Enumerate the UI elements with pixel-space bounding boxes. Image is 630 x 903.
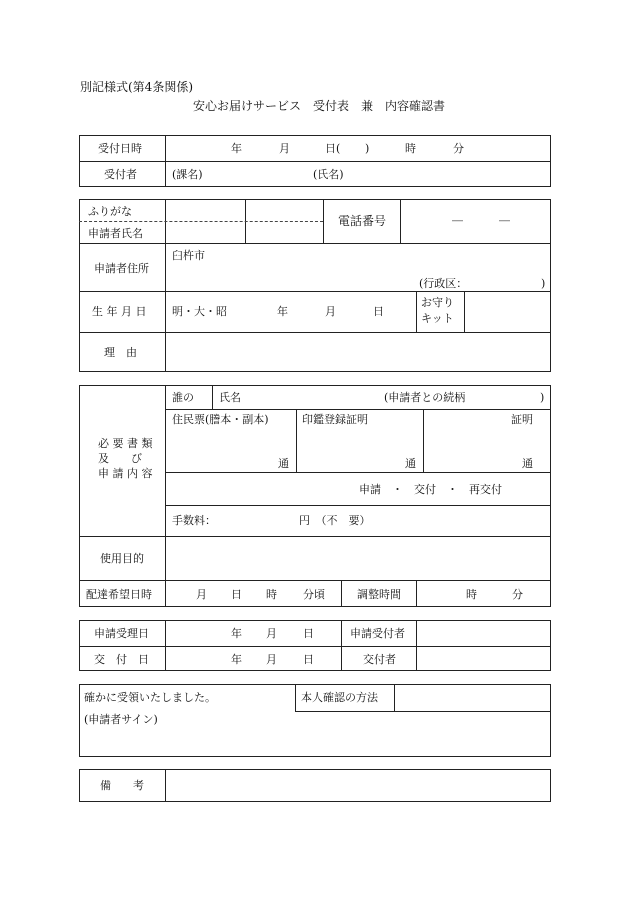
accept-date-label: 申請受理日 [94, 627, 149, 640]
receiver-field[interactable] [166, 162, 550, 186]
address-label: 申請者住所 [94, 262, 149, 275]
purpose-label: 使用目的 [100, 552, 144, 565]
delivery-hour-unit: 時 [266, 588, 277, 601]
reception-month-unit: 月 [279, 142, 290, 155]
doc-seal-copies: 通 [405, 457, 416, 470]
doc-seal-label: 印鑑登録証明 [302, 413, 368, 426]
reception-hour-unit: 時 [405, 142, 416, 155]
purpose-field[interactable] [166, 537, 550, 579]
issuer-field[interactable] [417, 647, 550, 670]
whose-name-field[interactable] [213, 386, 550, 408]
reason-label: 理 由 [104, 346, 137, 359]
delivery-label: 配達希望日時 [86, 588, 152, 601]
page-title: 安心お届けサービス 受付表 兼 内容確認書 [193, 99, 446, 113]
reception-weekday-close: ) [365, 142, 370, 155]
issue-day-unit: 日 [303, 653, 314, 666]
phone-dash-2: ― [499, 214, 510, 227]
whose-label: 誰の [172, 391, 194, 404]
birth-day-unit: 日 [373, 305, 384, 318]
reception-day-unit: 日( [325, 142, 341, 155]
issue-month-unit: 月 [266, 653, 277, 666]
fee-unit: 円 （不 要） [299, 514, 371, 527]
signature-label: (申請者サイン) [84, 713, 158, 726]
adjust-time-label: 調整時間 [357, 588, 401, 601]
delivery-minute-unit: 分頃 [303, 588, 325, 601]
accepter-label: 申請受付者 [350, 627, 405, 640]
doc-residence-label: 住民票(謄本・副本) [172, 413, 269, 426]
birth-month-unit: 月 [325, 305, 336, 318]
applicant-name-field[interactable] [166, 222, 322, 242]
form-number: 別記様式(第4条関係) [80, 80, 193, 94]
relation-label: (申請者との続柄 [384, 391, 466, 404]
reception-minute-unit: 分 [453, 142, 464, 155]
documents-label-1: 必 要 書 類 [98, 437, 153, 450]
delivery-month-unit: 月 [196, 588, 207, 601]
era-options[interactable]: 明・大・昭 [172, 305, 227, 318]
accept-day-unit: 日 [303, 627, 314, 640]
accept-month-unit: 月 [266, 627, 277, 640]
remarks-label: 備 考 [100, 779, 144, 792]
furigana-label: ふりがな [88, 205, 132, 218]
fee-label: 手数料： [172, 514, 216, 527]
adjust-time-field[interactable] [417, 581, 550, 606]
reception-date-field[interactable] [166, 136, 550, 160]
kit-label-1: お守り [421, 296, 454, 309]
receiver-dept-label: (課名) [172, 168, 203, 181]
id-method-label: 本人確認の方法 [301, 691, 378, 704]
phone-field[interactable] [401, 200, 550, 242]
district-close: ) [541, 277, 546, 290]
request-type-options[interactable]: 申請 ・ 交付 ・ 再交付 [359, 483, 502, 496]
kit-label-2: キット [421, 312, 454, 325]
confirm-text: 確かに受領いたしました。 [84, 691, 216, 704]
address-prefix: 臼杵市 [172, 249, 205, 262]
delivery-day-unit: 日 [231, 588, 242, 601]
birthdate-label: 生 年 月 日 [92, 305, 147, 318]
district-label: (行政区： [419, 277, 468, 290]
reason-field[interactable] [166, 333, 550, 371]
adjust-minute-unit: 分 [512, 588, 523, 601]
id-method-field[interactable] [395, 685, 550, 710]
address-field[interactable] [166, 244, 550, 290]
remarks-field[interactable] [166, 770, 550, 801]
adjust-hour-unit: 時 [466, 588, 477, 601]
whose-name-label: 氏名 [219, 391, 241, 404]
doc-residence-copies: 通 [278, 457, 289, 470]
reception-year-unit: 年 [231, 142, 242, 155]
birth-year-unit: 年 [277, 305, 288, 318]
documents-label-2: 及 び [98, 452, 142, 465]
phone-dash-1: ― [452, 214, 463, 227]
receiver-label: 受付者 [104, 168, 137, 181]
signature-field[interactable] [80, 728, 550, 756]
issue-date-label: 交 付 日 [94, 653, 149, 666]
reception-date-label: 受付日時 [98, 142, 142, 155]
applicant-name-label: 申請者氏名 [88, 227, 143, 240]
receiver-name-label: (氏名) [313, 168, 344, 181]
accepter-field[interactable] [417, 621, 550, 645]
kit-field[interactable] [465, 292, 550, 331]
furigana-field[interactable] [166, 200, 322, 220]
doc-other-copies: 通 [522, 457, 533, 470]
phone-label: 電話番号 [338, 214, 387, 228]
issuer-label: 交付者 [363, 653, 396, 666]
doc-other-label: 証明 [511, 413, 533, 426]
accept-year-unit: 年 [231, 627, 242, 640]
issue-year-unit: 年 [231, 653, 242, 666]
documents-label-3: 申 請 内 容 [98, 467, 153, 480]
relation-close: ) [540, 391, 545, 404]
